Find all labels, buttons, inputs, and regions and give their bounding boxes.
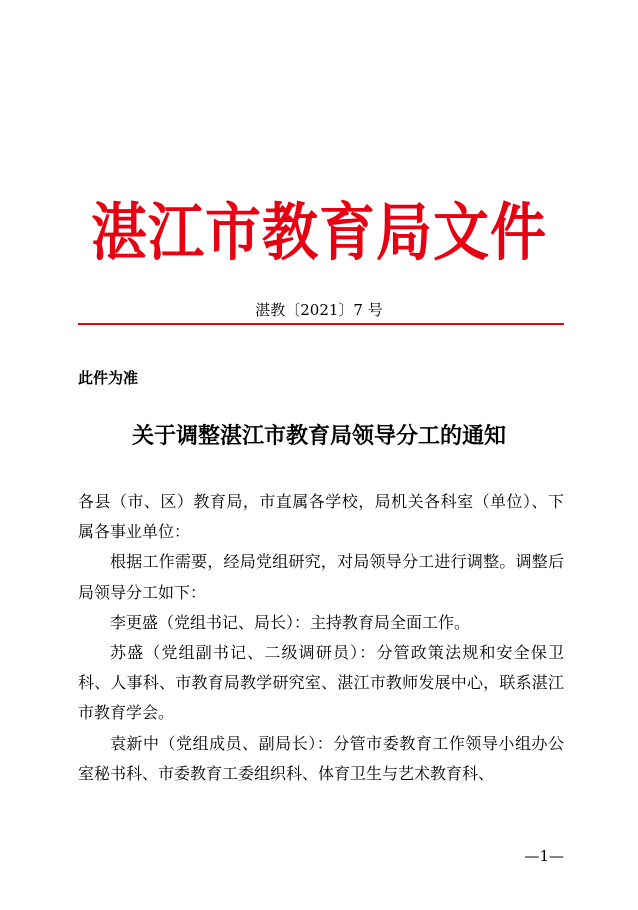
body-paragraph: 袁新中（党组成员、副局长）：分管市委教育工作领导小组办公室秘书科、市委教育工委组织科、体育卫生与艺术教育科、 [78,733,564,783]
salutation-paragraph: 各县（市、区）教育局，市直属各学校，局机关各科室（单位）、下属各事业单位： [78,492,564,542]
body-paragraph: 根据工作需要，经局党组研究，对局领导分工进行调整。调整后局领导分工如下： [78,552,564,602]
body-paragraph: 李更盛（党组书记、局长）：主持教育局全面工作。 [110,612,471,632]
document-body [78,487,564,789]
document-number: 湛教〔2021〕7 号 [255,301,383,319]
page-number: —1— [524,847,564,865]
notice-stamp-text: 此件为准 [78,369,139,387]
document-masthead: 湛江市教育局文件 [91,195,547,270]
body-paragraph: 苏盛（党组副书记、二级调研员）：分管政策法规和安全保卫科、人事科、市教育局教学研究室、湛江市教师发展中心，联系湛江市教育学会。 [78,643,564,723]
document-title: 关于调整湛江市教育局领导分工的通知 [131,423,506,449]
red-divider-line [78,323,564,325]
